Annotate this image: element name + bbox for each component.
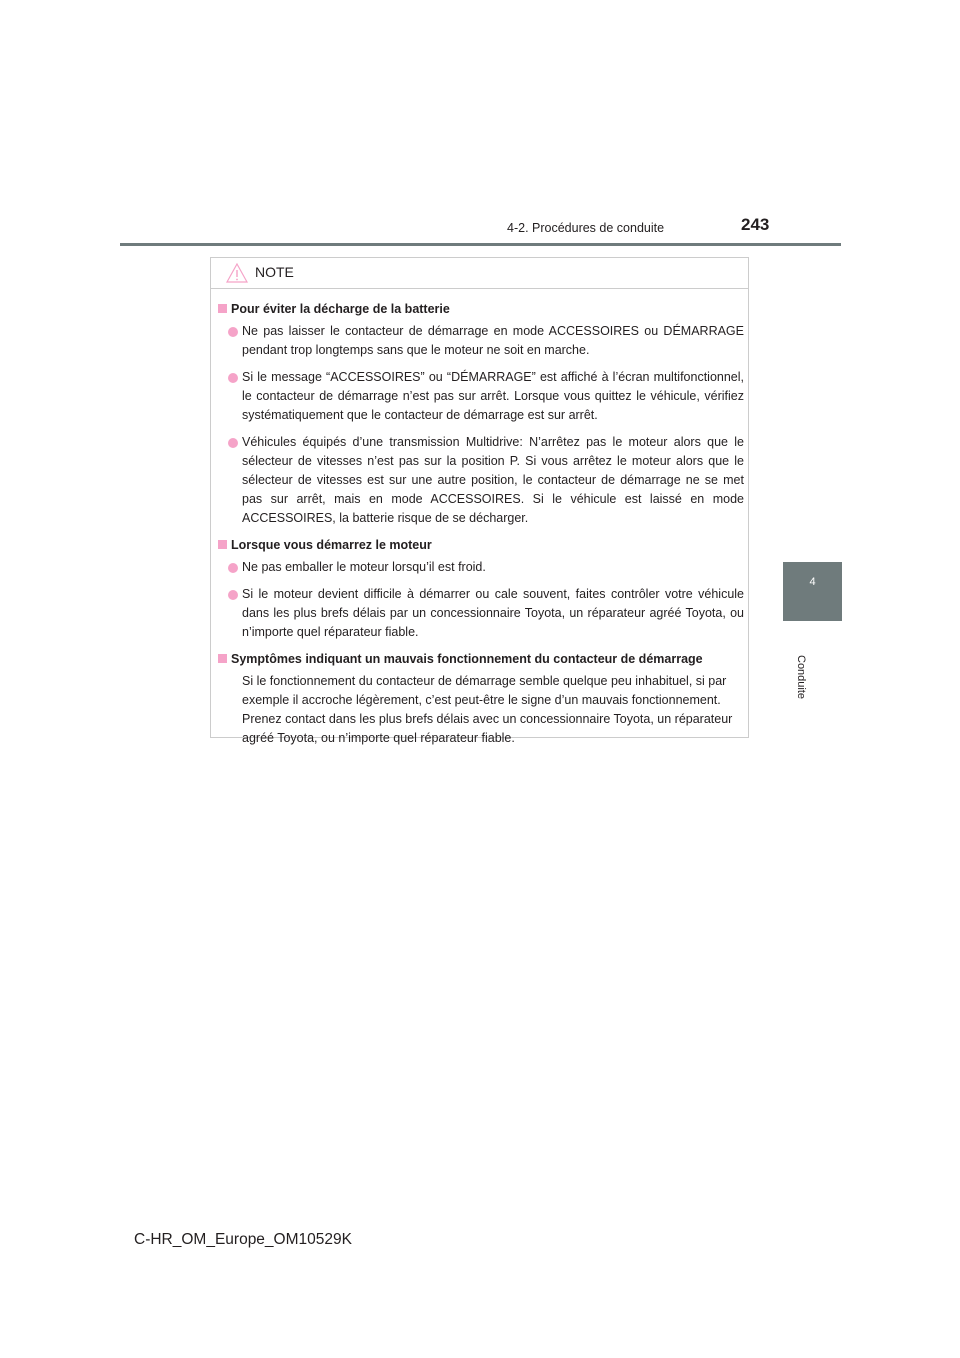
section-heading: Lorsque vous démarrez le moteur	[218, 536, 744, 555]
document-id: C-HR_OM_Europe_OM10529K	[134, 1231, 352, 1248]
header-divider	[120, 243, 841, 246]
section-title: 4-2. Procédures de conduite	[507, 221, 665, 235]
square-bullet-icon	[218, 654, 227, 663]
list-item: Ne pas laisser le contacteur de démarrage en mode ACCESSOIRES ou DÉMARRAGE pendant trop longtemps sans que le moteur ne soit en marche.	[218, 322, 744, 360]
circle-bullet-icon	[228, 438, 238, 448]
page-number: 243	[741, 215, 770, 234]
list-item: Si le moteur devient difficile à démarrer ou cale souvent, faites contrôler votre véhicule dans les plus brefs délais par un concessionnaire Toyota, un réparateur agréé Toyota, ou n’importe quel réparateur fiable.	[218, 585, 744, 642]
circle-bullet-icon	[228, 327, 238, 337]
chapter-number: 4	[809, 576, 816, 588]
list-item: Véhicules équipés d’une transmission Multidrive: N’arrêtez pas le moteur alors que le sélecteur de vitesses n’est pas sur la position P. Si vous arrêtez le moteur alors que le sélecteur de vitesses est sur une autre position, le contacteur de démarrage ne se met pas sur arrêt, mais en mode ACCESSOIRES. Si le véhicule est laissé en mode ACCESSOIRES, la batterie risque de se décharger.	[218, 433, 744, 528]
square-bullet-icon	[218, 540, 227, 549]
chapter-tab	[783, 562, 842, 621]
note-body	[218, 300, 744, 748]
section-heading: Pour éviter la décharge de la batterie	[218, 300, 744, 319]
list-item: Ne pas emballer le moteur lorsqu’il est froid.	[218, 558, 744, 577]
note-title: NOTE	[255, 264, 294, 280]
note-header	[211, 258, 748, 289]
circle-bullet-icon	[228, 590, 238, 600]
note-box	[210, 257, 749, 745]
list-item: Si le message “ACCESSOIRES” ou “DÉMARRAGE” est affiché à l’écran multifonctionnel, le contacteur de démarrage n’est pas sur arrêt. Lorsque vous quittez le véhicule, vérifiez systématiquement que le contacteur de démarrage est sur arrêt.	[218, 368, 744, 425]
chapter-label: Conduite	[795, 655, 807, 700]
square-bullet-icon	[218, 304, 227, 313]
section-paragraph: Si le fonctionnement du contacteur de démarrage semble quelque peu inhabituel, si par exemple il accroche légèrement, c’est peut-être le signe d’un mauvais fonctionnement. Prenez contact dans les plus brefs délais avec un concessionnaire Toyota, un réparateur agréé Toyota, ou n’importe quel réparateur fiable.	[242, 674, 733, 745]
circle-bullet-icon	[228, 563, 238, 573]
section-heading: Symptômes indiquant un mauvais fonctionnement du contacteur de démarrage	[218, 650, 744, 669]
warning-icon	[226, 263, 248, 288]
circle-bullet-icon	[228, 373, 238, 383]
